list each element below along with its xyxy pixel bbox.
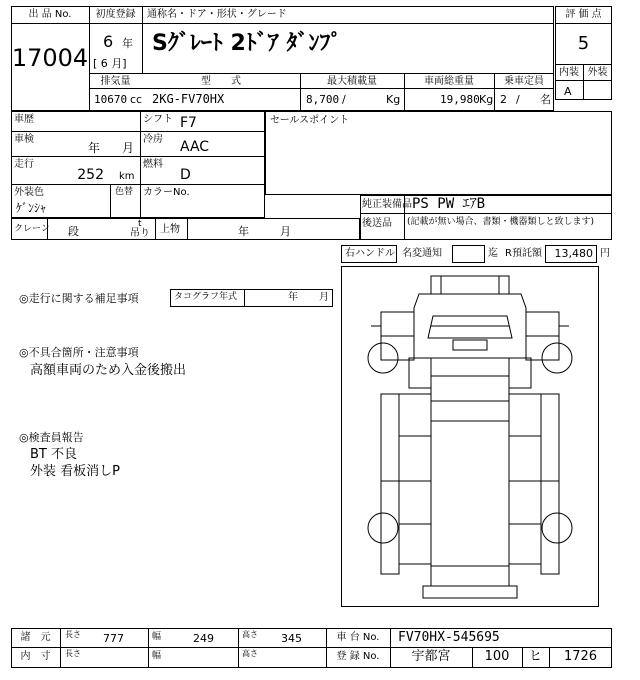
upper-body-label: 上物	[160, 224, 180, 235]
recycle-deposit-label: R預託額	[505, 248, 542, 259]
lot-number: 17004	[11, 44, 89, 72]
inner-length-label: 長さ	[65, 649, 81, 658]
height-value: 345	[281, 632, 302, 645]
crane-stage-unit: 段	[68, 225, 79, 238]
capacity-unit: 名	[540, 93, 551, 106]
max-load-unit: Kg	[386, 93, 401, 106]
details-block	[11, 111, 265, 218]
inner-dimensions-label: 内 寸	[20, 651, 51, 662]
shift-value: F7	[180, 115, 197, 131]
model-type-label: 型 式	[201, 76, 241, 87]
vehicle-name-label: 通称名・ドア・形状・グレード	[147, 9, 287, 20]
inspection-year-unit: 年	[88, 141, 101, 155]
crane-label: クレーン	[14, 224, 50, 234]
displacement-value: 10670	[94, 93, 128, 106]
score-label: 評 価 点	[565, 9, 602, 20]
color-number-label: カラーNo.	[143, 187, 190, 198]
tachograph-year-unit: 年	[288, 292, 298, 303]
crane-ton-unit: t	[138, 219, 142, 229]
width-label: 幅	[152, 632, 162, 642]
gross-weight-value: 19,980	[440, 93, 480, 106]
history-label: 車歴	[14, 114, 34, 125]
dimensions-label: 諸 元	[20, 632, 51, 643]
registration-number: 1726	[563, 649, 598, 664]
capacity-value: 2	[500, 93, 507, 106]
width-value: 249	[193, 632, 214, 645]
registration-kana: ヒ	[528, 649, 542, 664]
interior-grade: A	[564, 85, 572, 98]
model-type: 2KG-FV70HX	[152, 92, 225, 106]
max-load-value: 8,700	[306, 93, 340, 106]
upper-body-year-unit: 年	[238, 225, 249, 238]
exterior-label: 外装	[587, 67, 608, 78]
defect-notes-label: ◎不具合箇所・注意事項	[19, 346, 139, 359]
inspector-report-line1: BT 不良	[30, 447, 77, 462]
truck-diagram	[341, 266, 599, 607]
year-unit: 年	[122, 37, 133, 50]
crane-lift-unit: 吊り	[130, 228, 150, 239]
gross-weight-label: 車両総重量	[424, 76, 474, 87]
height-label: 高さ	[242, 630, 258, 639]
aftermarket-label: 後送品	[362, 218, 392, 229]
first-registration-month: [ 6 月]	[93, 57, 127, 70]
interior-label: 内装	[559, 67, 579, 78]
first-registration-label: 初度登録	[95, 9, 136, 20]
ac-label: 冷房	[143, 134, 163, 145]
sales-point-label: セールスポイント	[270, 115, 350, 126]
driving-notes-label: ◎走行に関する補足事項	[19, 292, 139, 305]
registration-number-label: 登 録 No.	[336, 651, 380, 662]
equipment-label: 純正装備品	[362, 199, 412, 210]
exterior-color-value: ｹﾞﾝｼｬ	[16, 201, 47, 215]
steering-side: 右ハンドル	[345, 248, 395, 259]
defect-notes-text: 高額車両のため入金後搬出	[30, 363, 187, 378]
inspector-report-label: ◎検査員報告	[19, 431, 84, 444]
recycle-deposit-amount: 13,480	[554, 247, 593, 260]
crane-row	[11, 218, 360, 240]
name-change-checkbox	[452, 245, 485, 263]
equipment-value: PS PW ｴｱB	[412, 196, 486, 212]
chassis-number: FV70HX-545695	[398, 630, 500, 645]
aftermarket-note: (記載が無い場合、書類・機器類しと致します)	[407, 217, 595, 227]
inner-width-label: 幅	[152, 651, 162, 661]
tachograph-label: タコグラフ年式	[174, 292, 238, 302]
length-label: 長さ	[65, 630, 81, 639]
registration-class: 100	[484, 649, 510, 664]
max-load-label: 最大積載量	[327, 76, 377, 87]
km-unit: km	[119, 171, 135, 182]
fuel-value: D	[180, 167, 191, 183]
first-registration-year: 6	[103, 32, 114, 51]
cc-unit: cc	[130, 93, 143, 106]
length-value: 777	[103, 632, 124, 645]
inspector-report-line2: 外装 看板消しP	[30, 464, 120, 479]
max-load-slash: /	[342, 93, 346, 106]
chassis-number-label: 車 台 No.	[336, 632, 380, 643]
upper-body-month-unit: 月	[280, 225, 291, 238]
ac-value: AAC	[180, 139, 210, 155]
inner-height-label: 高さ	[242, 649, 258, 658]
registration-area: 宇都宮	[411, 649, 451, 664]
capacity-label: 乗車定員	[504, 76, 544, 87]
gross-weight-unit: Kg	[479, 93, 494, 106]
refund-prefix: 迄	[488, 248, 498, 259]
name-change-label: 名変通知	[402, 248, 442, 259]
overall-score: 5	[577, 33, 590, 54]
inspection-month-unit: 月	[122, 141, 135, 155]
mileage-label: 走行	[14, 159, 34, 170]
vehicle-name: Sｸﾞﾚｰﾄ 2ﾄﾞｱ ﾀﾞﾝﾌﾟ	[152, 31, 342, 56]
inspection-label: 車検	[14, 134, 34, 145]
capacity-slash: /	[516, 93, 520, 106]
color-code-label: 色替	[115, 187, 134, 197]
tachograph-month-unit: 月	[319, 292, 329, 303]
shift-label: シフト	[143, 114, 173, 125]
yen-unit: 円	[600, 248, 610, 259]
exterior-color-label: 外装色	[14, 187, 44, 198]
fuel-label: 燃料	[143, 159, 163, 170]
lot-label: 出 品 No.	[28, 9, 72, 20]
displacement-label: 排気量	[100, 76, 131, 87]
mileage-value: 252	[77, 167, 104, 183]
